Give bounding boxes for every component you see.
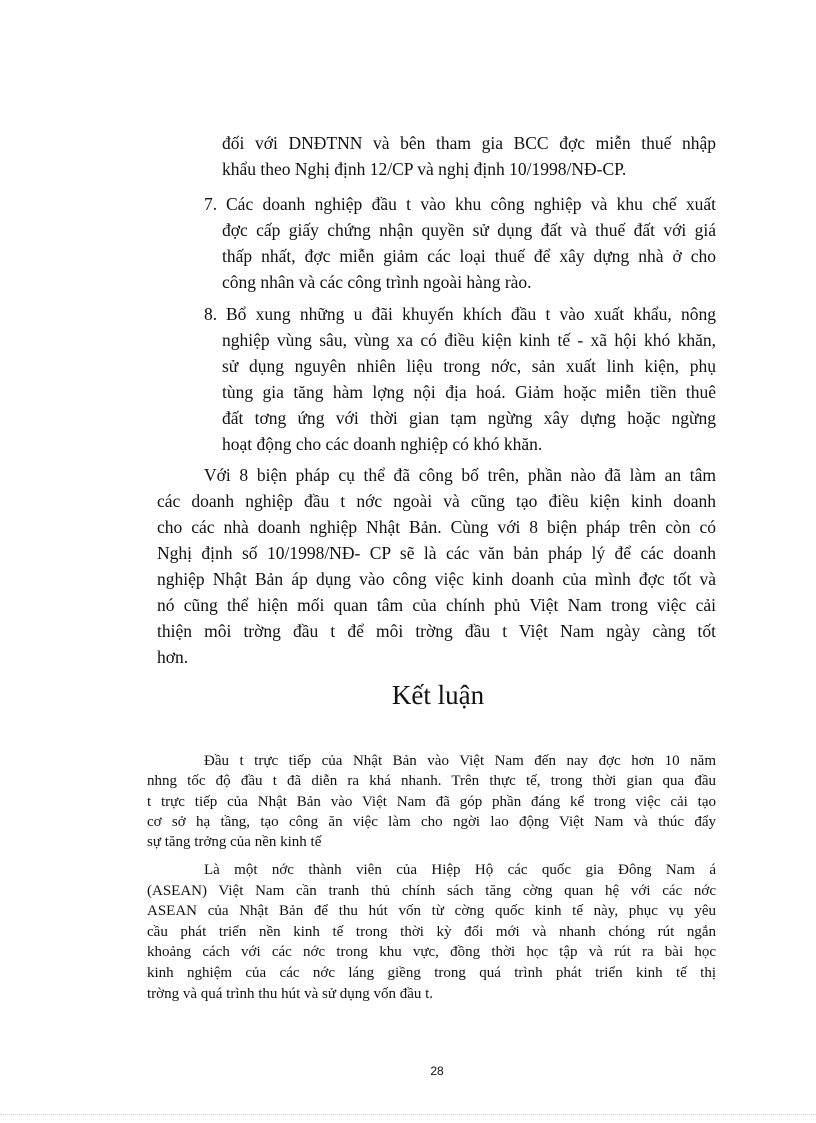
conclusion-p2-line-4: cầu phát triển nền kinh tế trong thời kỳ đổi mới và nhanh chóng rút ngắn: [147, 924, 716, 940]
item-continuation-line-1: đối với DNĐTNN và bên tham gia BCC đợc miễn thuế nhập: [222, 133, 716, 153]
list-item-7-line-1: Các doanh nghiệp đầu t vào khu công nghiệp và khu chế xuất: [226, 194, 716, 214]
list-item-number-8: 8.: [204, 304, 218, 324]
item-continuation-line-2: khẩu theo Nghị định 12/CP và nghị định 10/1998/NĐ-CP.: [222, 159, 627, 179]
list-item-8-line-1: Bổ xung những u đãi khuyến khích đầu t vào xuất khẩu, nông: [226, 304, 716, 324]
page-number: 28: [430, 1064, 444, 1078]
conclusion-p2-line-6: kinh nghiệm của các nớc láng giềng trong quá trình phát triển kinh tế thị: [147, 965, 716, 981]
conclusion-p2-line-3: ASEAN của Nhật Bản để thu hút vốn từ cờng quốc kinh tế này, phục vụ yêu: [147, 903, 716, 919]
summary-line-6: nó cũng thể hiện mối quan tâm của chính phủ Việt Nam trong việc cải: [157, 595, 716, 615]
list-item-8-line-5: đất tơng ứng với thời gian tạm ngừng xây dựng hoặc ngừng: [222, 408, 716, 428]
conclusion-p1-line-4: cơ sở hạ tầng, tạo công ăn việc làm cho ngời lao động Việt Nam và thúc đẩy: [147, 814, 716, 830]
conclusion-p2-line-7: trờng và quá trình thu hút và sử dụng vốn đầu t.: [147, 986, 434, 1002]
conclusion-p2-line-2: (ASEAN) Việt Nam cần tranh thủ chính sách tăng cờng quan hệ với các nớc: [147, 883, 716, 899]
conclusion-p1-line-1: Đầu t trực tiếp của Nhật Bản vào Việt Nam đến nay đợc hơn 10 năm: [204, 753, 716, 769]
summary-line-5: nghiệp Nhật Bản áp dụng vào công việc kinh doanh của mình đợc tốt và: [157, 569, 716, 589]
page-bottom-border: [0, 1114, 816, 1115]
conclusion-p1-line-2: nhng tốc độ đầu t đã diễn ra khá nhanh. Trên thực tế, trong thời gian qua đầu: [147, 773, 716, 789]
conclusion-p1-line-3: t trực tiếp của Nhật Bản vào Việt Nam đã góp phần đáng kể trong việc cải tạo: [147, 794, 716, 810]
list-item-8-line-6: hoạt động cho các doanh nghiệp có khó khăn.: [222, 434, 543, 454]
conclusion-p2-line-1: Là một nớc thành viên của Hiệp Hộ các quốc gia Đông Nam á: [204, 862, 716, 878]
conclusion-p1-line-5: sự tăng trởng của nền kinh tế: [147, 834, 322, 850]
summary-line-7: thiện môi trờng đầu t để môi trờng đầu t Việt Nam ngày càng tốt: [157, 621, 716, 641]
list-item-8-line-2: nghiệp vùng sâu, vùng xa có điều kiện kinh tế - xã hội khó khăn,: [222, 330, 716, 350]
list-item-7-line-3: thấp nhất, đợc miễn giảm các loại thuế để xây dựng nhà ở cho: [222, 246, 716, 266]
summary-line-8: hơn.: [157, 647, 189, 667]
list-item-7-line-2: đợc cấp giấy chứng nhận quyền sử dụng đất và thuế đất với giá: [222, 220, 716, 240]
list-item-7-line-4: công nhân và các công trình ngoài hàng rào.: [222, 272, 532, 292]
summary-line-2: các doanh nghiệp đầu t nớc ngoài và cũng tạo điều kiện kinh doanh: [157, 491, 716, 511]
section-heading: Kết luận: [391, 680, 485, 710]
conclusion-p2-line-5: khoảng cách với các nớc trong khu vực, đồng thời học tập và rút ra bài học: [147, 944, 716, 960]
summary-line-4: Nghị định số 10/1998/NĐ- CP sẽ là các văn bản pháp lý để các doanh: [157, 543, 716, 563]
list-item-8-line-3: sử dụng nguyên nhiên liệu trong nớc, sản xuất linh kiện, phụ: [222, 356, 716, 376]
list-item-number-7: 7.: [204, 194, 218, 214]
summary-line-3: cho các nhà doanh nghiệp Nhật Bản. Cùng với 8 biện pháp trên còn có: [157, 517, 716, 537]
list-item-8-line-4: tùng gia tăng hàm lợng nội địa hoá. Giảm hoặc miễn tiền thuê: [222, 382, 716, 402]
summary-line-1: Với 8 biện pháp cụ thể đã công bố trên, phần nào đã làm an tâm: [204, 465, 716, 485]
